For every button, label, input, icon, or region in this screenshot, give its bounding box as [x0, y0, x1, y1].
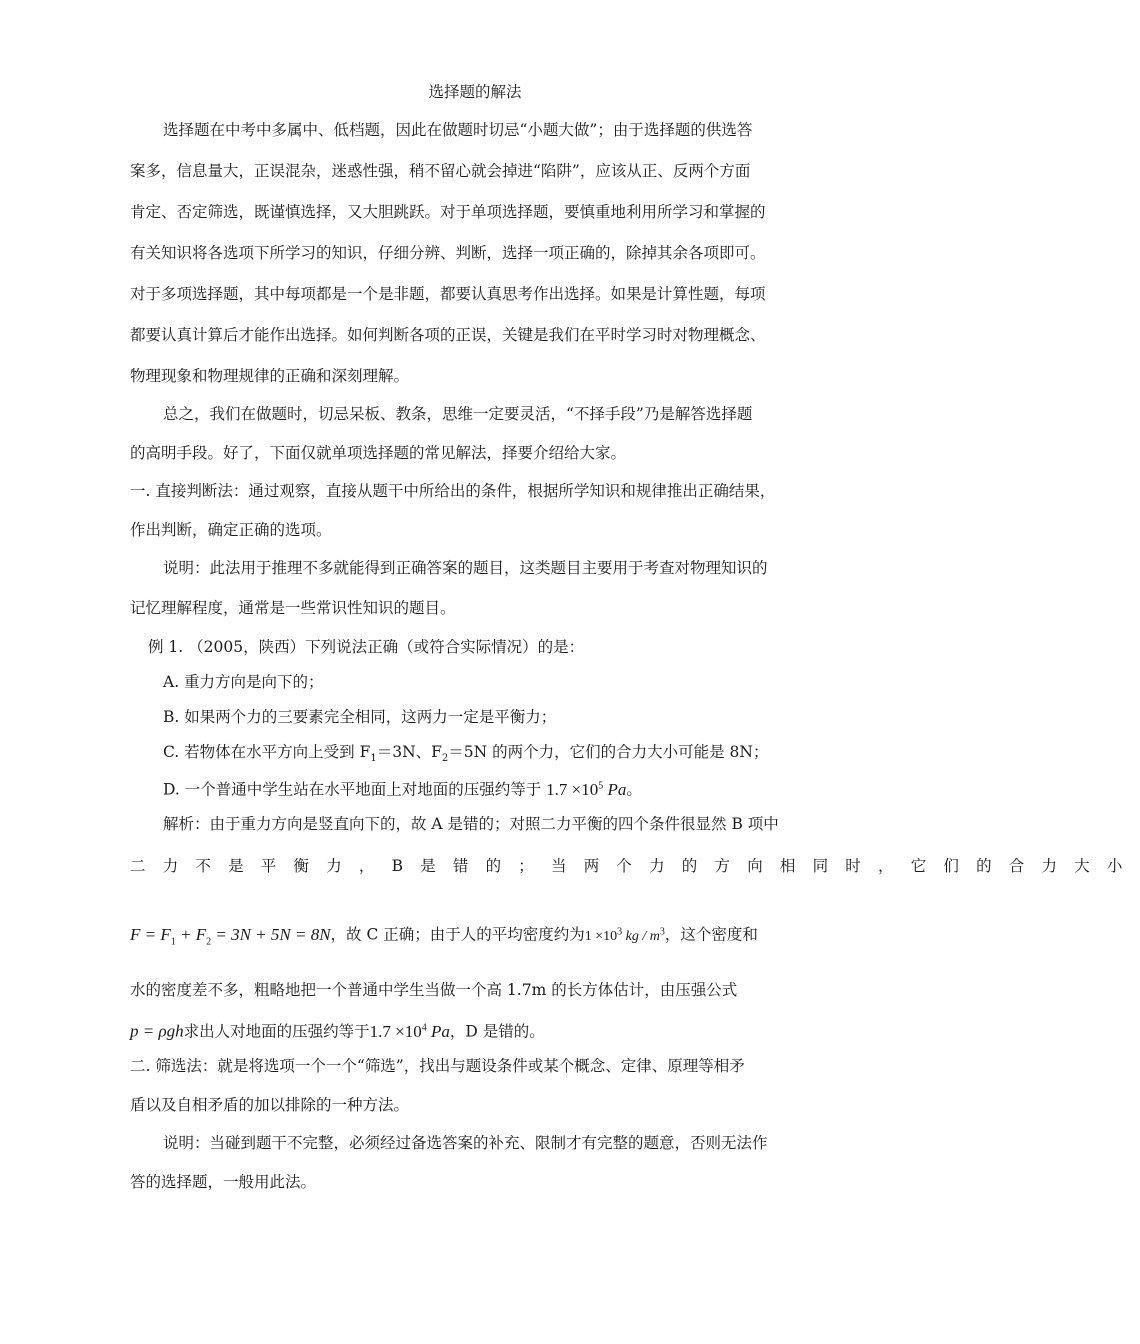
intro-line-1: 选择题在中考中多属中、低档题，因此在做题时切忌“小题大做”；由于选择题的供选答	[163, 121, 753, 139]
option-d-text: D. 一个普通中学生站在水平地面上对地面的压强约等于	[163, 780, 542, 799]
method2-heading: 二. 筛选法：就是将选项一个一个“筛选”，找出与题设条件或某个概念、定律、原理等相矛	[130, 1057, 745, 1075]
page-title: 选择题的解法	[428, 83, 522, 101]
analysis-line-3	[130, 922, 758, 952]
pressure-value: $1.7 \times 10^4$ Pa	[369, 1021, 450, 1041]
method1-line-2: 作出判断，确定正确的选项。	[130, 521, 332, 539]
analysis-line-3-text: ，故 C 正确；由于人的平均密度约为	[330, 925, 585, 944]
analysis-line-4: 水的密度差不多，粗略地把一个普通中学生当做一个高 1.7m 的长方体估计，由压强公式	[130, 981, 738, 999]
intro-line-7: 物理现象和物理规律的正确和深刻理解。	[130, 367, 410, 385]
analysis-line-5	[130, 1018, 545, 1042]
option-d-end: 。	[626, 780, 642, 799]
option-b: B. 如果两个力的三要素完全相同，这两力一定是平衡力；	[163, 708, 557, 726]
intro-line-3: 肯定、否定筛选，既谨慎选择，又大胆跳跃。对于单项选择题，要慎重地利用所学习和掌握的	[130, 203, 766, 221]
analysis-line-1: 解析：由于重力方向是竖直向下的，故 A 是错的；对照二力平衡的四个条件很显然 B 项中	[163, 815, 779, 833]
note1-line-1: 说明：此法用于推理不多就能得到正确答案的题目，这类题目主要用于考查对物理知识的	[163, 559, 768, 577]
intro-line-4: 有关知识将各选项下所学习的知识，仔细分辨、判断，选择一项正确的，除掉其余各项即可。	[130, 244, 766, 262]
analysis-line-5-text: 求出人对地面的压强约等于	[183, 1022, 370, 1041]
option-c-text-1: C. 若物体在水平方向上受到 F	[163, 743, 371, 761]
option-c-text-3: ＝5N 的两个力，它们的合力大小可能是 8N；	[448, 743, 769, 761]
analysis-line-5-end: ，D 是错的。	[449, 1022, 545, 1041]
summary-line-1: 总之，我们在做题时，切忌呆板、教条，思维一定要灵活，“不择手段”乃是解答选择题	[163, 405, 753, 423]
note2-line-2: 答的选择题，一般用此法。	[130, 1173, 317, 1191]
option-c	[163, 742, 769, 769]
density-value: $1 \times 10^3$ kg / $m^3$	[584, 926, 665, 944]
note2-line-1: 说明：当碰到题干不完整，必须经过备选答案的补充、限制才有完整的题意，否则无法作	[163, 1134, 768, 1152]
summary-line-2: 的高明手段。好了，下面仅就单项选择题的常见解法，择要介绍给大家。	[130, 444, 627, 462]
pressure-formula: p = ρgh	[130, 1021, 184, 1041]
note1-line-2: 记忆理解程度，通常是一些常识性知识的题目。	[130, 599, 456, 617]
method1-heading: 一. 直接判断法：通过观察，直接从题干中所给出的条件，根据所学知识和规律推出正确结果，	[130, 482, 776, 500]
option-c-sub-2: 2	[441, 753, 449, 765]
analysis-line-2: 二力不是平衡力，B是错的；当两个力的方向相同时，它们的合力大小	[130, 857, 1140, 875]
intro-line-5: 对于多项选择题，其中每项都是一个是非题，都要认真思考作出选择。如果是计算性题，每项	[130, 285, 766, 303]
option-d-pressure: $1.7 \times 10^5$ Pa	[546, 779, 627, 799]
option-a: A. 重力方向是向下的；	[163, 673, 324, 691]
method2-line-2: 盾以及自相矛盾的加以排除的一种方法。	[130, 1096, 410, 1114]
option-c-sub-1: 1	[370, 753, 377, 765]
option-d	[163, 776, 642, 800]
analysis-line-3-end: ，这个密度和	[664, 925, 758, 944]
force-formula: $F = F_1 + F_2 = 3N + 5N = 8N$	[130, 924, 331, 948]
option-c-text-2: ＝3N、F	[376, 743, 442, 761]
example-stem: 例 1. （2005，陕西）下列说法正确（或符合实际情况）的是：	[148, 638, 585, 656]
intro-line-2: 案多，信息量大，正误混杂，迷惑性强，稍不留心就会掉进“陷阱”，应该从正、反两个方面	[130, 162, 751, 180]
intro-line-6: 都要认真计算后才能作出选择。如何判断各项的正误，关键是我们在平时学习时对物理概念、	[130, 326, 766, 344]
